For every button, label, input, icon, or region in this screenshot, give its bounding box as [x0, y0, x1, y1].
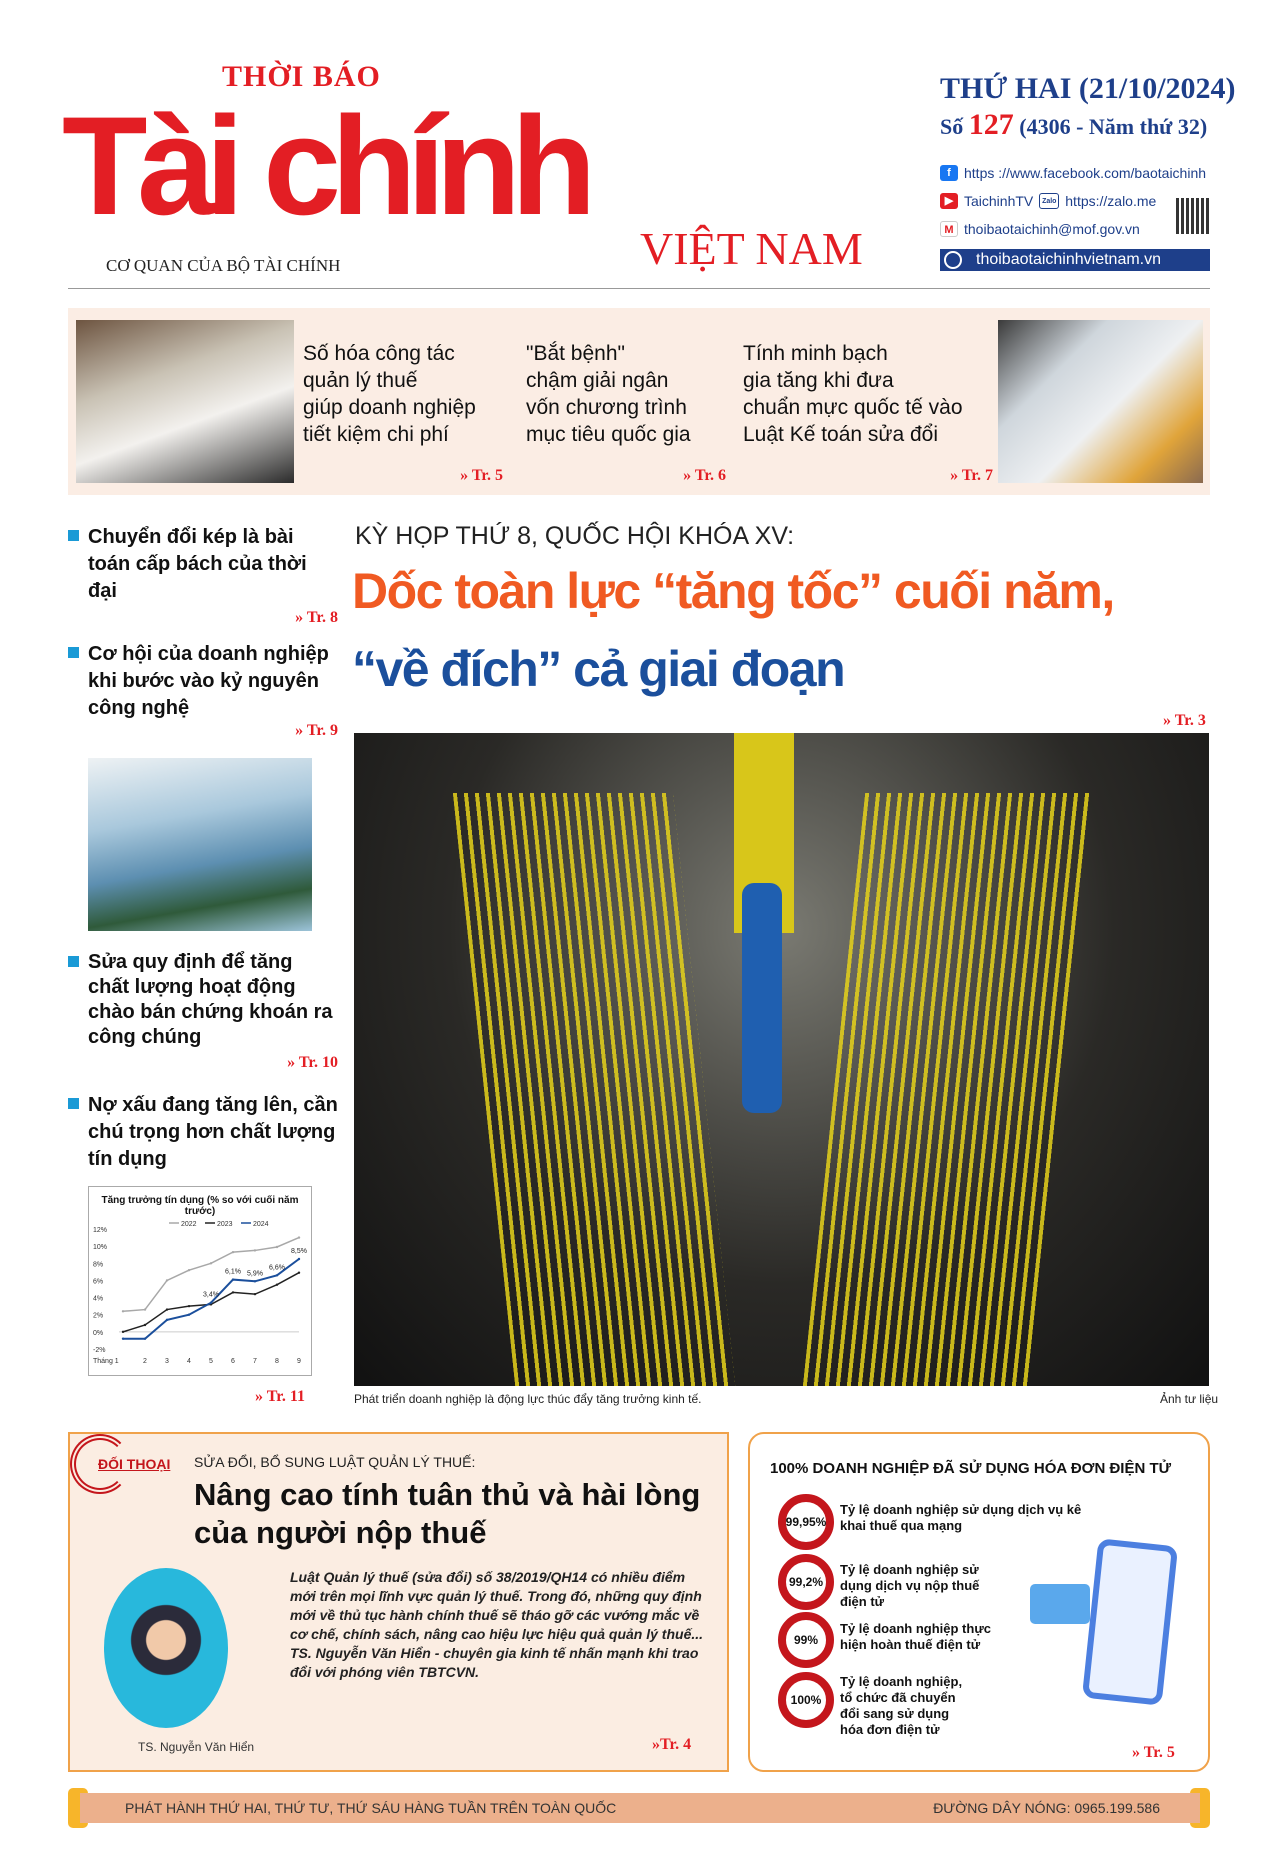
youtube-zalo-row [940, 193, 1156, 209]
chart-title: Tăng trưởng tín dụng (% so với cuối năm trước) [101, 1195, 299, 1217]
page-ref[interactable]: » Tr. 3 [1163, 712, 1206, 729]
data-point-2023 [122, 1331, 124, 1333]
stat-label: Tỷ lệ doanh nghiệp thực hiện hoàn thuế điện tử [840, 1621, 991, 1652]
photo-credit: Ảnh tư liệu [1160, 1392, 1219, 1406]
teaser-line: Số hóa công tác [303, 342, 455, 365]
data-point-2024 [122, 1338, 124, 1340]
issue-detail: (4306 - Năm thứ 32) [1019, 114, 1208, 139]
data-point-2023 [166, 1308, 168, 1310]
data-point-2024 [144, 1338, 146, 1340]
data-point-2023 [188, 1305, 190, 1307]
data-point-2022 [276, 1246, 278, 1248]
teaser-band [68, 308, 1210, 495]
dialog-badge: ĐỐI THOẠI [98, 1456, 171, 1472]
teaser-line: chậm giải ngân [526, 369, 669, 392]
page-ref[interactable]: » Tr. 8 [295, 609, 338, 626]
x-tick-label: 9 [297, 1358, 301, 1365]
data-point-2023 [232, 1291, 234, 1293]
data-label: 6,6% [269, 1264, 285, 1272]
teaser-3[interactable] [743, 340, 993, 484]
lead-kicker: KỲ HỌP THỨ 8, QUỐC HỘI KHÓA XV: [355, 522, 795, 550]
y-tick-label: 6% [93, 1278, 104, 1286]
email-link[interactable] [940, 221, 1140, 237]
lead-headline-1[interactable]: Dốc toàn lực “tăng tốc” cuối năm, [352, 563, 1114, 619]
interviewee-photo [104, 1568, 228, 1728]
y-tick-label: 4% [93, 1295, 104, 1303]
y-tick-label: 2% [93, 1312, 104, 1320]
page-ref[interactable]: » Tr. 11 [255, 1388, 305, 1405]
data-point-2022 [254, 1249, 256, 1251]
teaser-line: gia tăng khi đưa [743, 369, 894, 392]
data-label: 3,4% [203, 1291, 219, 1299]
footer-hotline[interactable]: ĐƯỜNG DÂY NÓNG: 0965.199.586 [933, 1800, 1160, 1816]
teaser-line: tiết kiệm chi phí [303, 423, 449, 446]
photo-caption: TS. Nguyễn Văn Hiển [138, 1740, 255, 1754]
x-tick-label: 5 [209, 1358, 213, 1365]
logo-tai-chinh: Tài chính [62, 87, 587, 244]
x-tick-label: 6 [231, 1358, 235, 1365]
legend-label: 2023 [217, 1221, 233, 1228]
facebook-url: https ://www.facebook.com/baotaichinh [964, 165, 1207, 181]
teaser-line: quản lý thuế [303, 369, 418, 392]
bullet-icon [68, 647, 79, 658]
divider [68, 288, 1210, 289]
y-tick-label: -2% [93, 1347, 106, 1354]
dialog-kicker: SỬA ĐỔI, BỔ SUNG LUẬT QUẢN LÝ THUẾ: [194, 1454, 476, 1470]
page-ref[interactable]: » Tr. 10 [287, 1054, 338, 1071]
stat-ring: 100% [778, 1672, 834, 1728]
lead-photo-textile-factory [354, 733, 1209, 1386]
story-title: Nợ xấu đang tăng lên, cần chú trọng hơn chất lượng tín dụng [88, 1094, 338, 1170]
teaser-line: Luật Kế toán sửa đổi [743, 423, 939, 446]
teaser-line: vốn chương trình [526, 396, 687, 419]
footer-publication: PHÁT HÀNH THỨ HAI, THỨ TƯ, THỨ SÁU HÀNG TUẦN TRÊN TOÀN QUỐC [125, 1800, 617, 1816]
bullet-icon [68, 530, 79, 541]
data-point-2022 [188, 1269, 190, 1271]
zalo-icon: Zalo [1039, 193, 1059, 209]
email-address: thoibaotaichinh@mof.gov.vn [964, 221, 1140, 237]
stat-label: Tỷ lệ doanh nghiệp sử dụng dịch vụ kê khai thuế qua mạng [840, 1502, 1082, 1533]
left-story-2[interactable] [68, 641, 338, 740]
legend-label: 2022 [181, 1221, 197, 1228]
data-point-2022 [122, 1310, 124, 1312]
stat-ring: 99,95% [778, 1494, 834, 1550]
page-ref[interactable]: »Tr. 4 [652, 1736, 692, 1753]
dialog-title[interactable]: Nâng cao tính tuân thủ và hài lòng của người nộp thuế [194, 1477, 701, 1550]
legend-label: 2024 [253, 1221, 269, 1228]
bullet-icon [68, 956, 79, 967]
x-tick-label: Tháng 1 [93, 1358, 119, 1365]
phone-invoice-illustration [1082, 1538, 1178, 1705]
y-tick-label: 12% [93, 1227, 108, 1234]
data-label: 8,5% [291, 1248, 307, 1255]
youtube-link[interactable]: TaichinhTV [964, 193, 1034, 209]
x-tick-label: 4 [187, 1358, 191, 1365]
teaser-line: "Bắt bệnh" [526, 342, 625, 365]
data-point-2024 [276, 1274, 278, 1276]
tax-office-photo [76, 320, 294, 483]
x-tick-label: 3 [165, 1358, 169, 1365]
y-tick-label: 10% [93, 1244, 108, 1252]
accounting-photo [998, 320, 1203, 483]
y-tick-label: 0% [93, 1329, 104, 1337]
teaser-line: Tính minh bạch [743, 342, 888, 365]
issue-num: 127 [968, 108, 1014, 141]
data-point-2022 [232, 1251, 234, 1253]
stat-label: Tỷ lệ doanh nghiệp sử dụng dịch vụ nộp thuế điện tử [840, 1562, 980, 1609]
facebook-link[interactable] [940, 165, 1206, 181]
data-point-2024 [210, 1302, 212, 1304]
data-point-2024 [232, 1278, 234, 1280]
data-point-2022 [210, 1262, 212, 1264]
logo-thoi-bao: THỜI BÁO [222, 60, 381, 93]
youtube-icon: ▶ [940, 193, 958, 209]
page-ref[interactable]: » Tr. 5 [460, 467, 503, 484]
data-point-2022 [144, 1308, 146, 1310]
stat-label: Tỷ lệ doanh nghiệp, tổ chức đã chuyển đổi sang sử dụng hóa đơn điện tử [840, 1674, 963, 1737]
page-ref[interactable]: » Tr. 5 [1132, 1744, 1175, 1761]
x-tick-label: 8 [275, 1358, 279, 1365]
factory-workers-photo [88, 758, 312, 931]
teaser-1[interactable] [303, 340, 503, 484]
infographic-title: 100% DOANH NGHIỆP ĐÃ SỬ DỤNG HÓA ĐƠN ĐIỆN TỬ [770, 1460, 1172, 1477]
chart-svg [89, 1209, 311, 1374]
data-point-2022 [166, 1279, 168, 1281]
bullet-icon [68, 1098, 79, 1109]
teaser-2[interactable] [526, 340, 726, 484]
x-tick-label: 7 [253, 1358, 257, 1365]
x-tick-label: 2 [143, 1358, 147, 1365]
facebook-icon: f [940, 165, 958, 181]
page-ref[interactable]: » Tr. 7 [950, 467, 993, 484]
data-point-2023 [276, 1284, 278, 1286]
data-point-2023 [254, 1293, 256, 1295]
y-tick-label: 8% [93, 1261, 104, 1269]
credit-card-icon [1030, 1584, 1090, 1624]
data-point-2024 [188, 1314, 190, 1316]
footer-bar [80, 1793, 1200, 1823]
page-ref[interactable]: » Tr. 9 [295, 722, 338, 739]
page-ref[interactable]: » Tr. 6 [683, 467, 726, 484]
data-point-2023 [144, 1324, 146, 1326]
story-title: Sửa quy định để tăng chất lượng hoạt động chào bán chứng khoán ra công chúng [88, 951, 333, 1048]
data-point-2024 [298, 1258, 300, 1260]
dialog-body: Luật Quản lý thuế (sửa đổi) số 38/2019/QH14 có nhiều điểm mới trên mọi lĩnh vực quản lý thuế. Trong đó, những quy định mới về thủ tục hành chính thuế sẽ tháo gỡ các vướng mắc về cơ chế, chính sách, nâng cao hiệu lực hiệu quả quản lý thuế... TS. Nguyễn Văn Hiển - chuyên gia kinh tế nhấn mạnh khi trao đổi với phóng viên TBTCVN. [290, 1569, 704, 1680]
e-invoice-infographic [748, 1432, 1210, 1772]
lead-headline-2[interactable]: “về đích” cả giai đoạn [352, 641, 845, 697]
issue-prefix: Số [940, 114, 964, 139]
left-story-4[interactable] [68, 1092, 338, 1173]
data-point-2024 [254, 1280, 256, 1282]
photo-caption: Phát triển doanh nghiệp là động lực thúc đẩy tăng trưởng kinh tế. [354, 1392, 702, 1406]
left-story-3[interactable] [68, 950, 338, 1072]
series-line-2022 [123, 1238, 299, 1312]
qr-code-icon [1176, 198, 1209, 234]
story-title: Chuyển đổi kép là bài toán cấp bách của thời đại [88, 526, 307, 602]
zalo-link[interactable]: https://zalo.me [1065, 193, 1157, 209]
story-title: Cơ hội của doanh nghiệp khi bước vào kỷ nguyên công nghệ [88, 643, 329, 719]
teaser-line: chuẩn mực quốc tế vào [743, 396, 963, 419]
website-link[interactable]: thoibaotaichinhvietnam.vn [940, 249, 1210, 271]
data-label: 6,1% [225, 1268, 241, 1276]
teaser-line: mục tiêu quốc gia [526, 423, 691, 446]
issue-date: THỨ HAI (21/10/2024) [940, 72, 1236, 105]
issue-number [940, 108, 1207, 142]
credit-growth-chart [88, 1186, 312, 1376]
data-point-2022 [298, 1236, 300, 1238]
data-point-2024 [166, 1319, 168, 1321]
data-label: 5,9% [247, 1270, 263, 1278]
teaser-line: giúp doanh nghiệp [303, 396, 476, 419]
stat-ring: 99% [778, 1612, 834, 1668]
globe-icon [944, 251, 962, 269]
left-story-1[interactable] [68, 524, 338, 627]
logo-viet-nam: VIỆT NAM [640, 223, 863, 274]
gmail-icon: M [940, 221, 958, 237]
dialog-interview-box[interactable] [68, 1432, 729, 1772]
publisher-subtitle: CƠ QUAN CỦA BỘ TÀI CHÍNH [106, 256, 341, 275]
data-point-2023 [298, 1272, 300, 1274]
stat-ring: 99,2% [778, 1554, 834, 1610]
